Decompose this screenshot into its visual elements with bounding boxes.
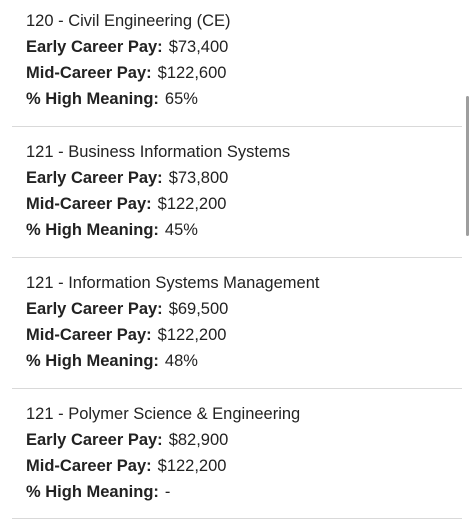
mid-career-pay-value: $122,200 xyxy=(157,326,227,344)
high-meaning-row xyxy=(26,483,170,502)
early-career-pay-label: Early Career Pay: xyxy=(26,431,163,449)
list-divider xyxy=(12,388,462,389)
mid-career-pay-row xyxy=(26,457,226,476)
early-career-pay-value: $73,800 xyxy=(168,169,229,187)
major-title: 121 - Information Systems Management xyxy=(26,274,320,292)
mid-career-pay-value: $122,200 xyxy=(157,195,227,213)
high-meaning-label: % High Meaning: xyxy=(26,221,159,239)
early-career-pay-value: $73,400 xyxy=(168,38,229,56)
early-career-pay-value: $69,500 xyxy=(168,300,229,318)
high-meaning-row xyxy=(26,352,198,371)
early-career-pay-label: Early Career Pay: xyxy=(26,300,163,318)
mid-career-pay-label: Mid-Career Pay: xyxy=(26,326,152,344)
high-meaning-value: 65% xyxy=(164,90,198,108)
high-meaning-value: - xyxy=(164,483,171,501)
high-meaning-row xyxy=(26,90,198,109)
high-meaning-value: 45% xyxy=(164,221,198,239)
list-divider xyxy=(12,126,462,127)
early-career-pay-row xyxy=(26,300,228,319)
major-title: 121 - Business Information Systems xyxy=(26,143,291,161)
mid-career-pay-label: Mid-Career Pay: xyxy=(26,64,152,82)
early-career-pay-row xyxy=(26,169,228,188)
early-career-pay-value: $82,900 xyxy=(168,431,229,449)
early-career-pay-label: Early Career Pay: xyxy=(26,38,163,56)
mid-career-pay-label: Mid-Career Pay: xyxy=(26,195,152,213)
mid-career-pay-value: $122,200 xyxy=(157,457,227,475)
high-meaning-row xyxy=(26,221,198,240)
list-divider xyxy=(12,257,462,258)
mid-career-pay-label: Mid-Career Pay: xyxy=(26,457,152,475)
mid-career-pay-row xyxy=(26,195,226,214)
high-meaning-label: % High Meaning: xyxy=(26,90,159,108)
early-career-pay-row xyxy=(26,38,228,57)
major-title: 121 - Polymer Science & Engineering xyxy=(26,405,301,423)
mid-career-pay-row xyxy=(26,326,226,345)
mid-career-pay-value: $122,600 xyxy=(157,64,227,82)
list-divider xyxy=(12,518,462,519)
major-title: 120 - Civil Engineering (CE) xyxy=(26,12,231,30)
early-career-pay-row xyxy=(26,431,228,450)
high-meaning-label: % High Meaning: xyxy=(26,483,159,501)
mid-career-pay-row xyxy=(26,64,226,83)
high-meaning-label: % High Meaning: xyxy=(26,352,159,370)
early-career-pay-label: Early Career Pay: xyxy=(26,169,163,187)
high-meaning-value: 48% xyxy=(164,352,198,370)
scrollbar[interactable] xyxy=(466,96,469,236)
